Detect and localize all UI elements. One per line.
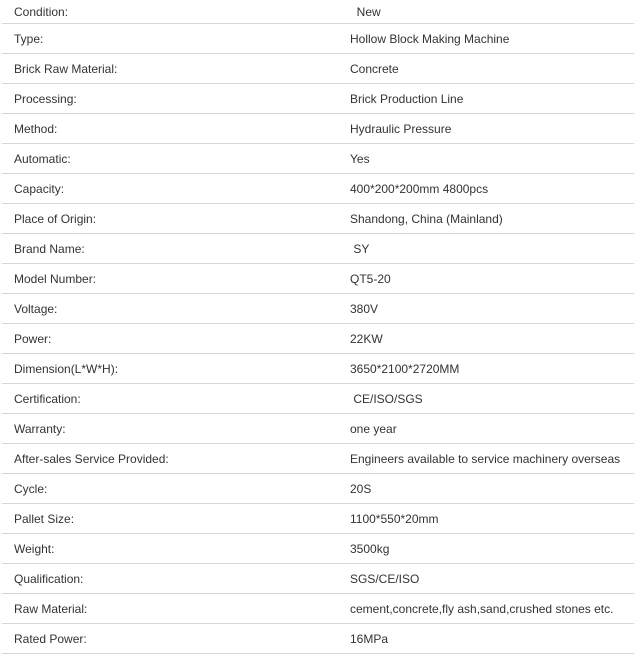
spec-row-certification bbox=[2, 384, 634, 414]
spec-value: 400*200*200mm 4800pcs bbox=[350, 181, 489, 196]
spec-row-condition bbox=[2, 0, 634, 24]
spec-key: Condition: bbox=[14, 4, 69, 19]
spec-value: 380V bbox=[350, 301, 379, 316]
spec-key: Processing: bbox=[14, 91, 77, 106]
spec-row-model-number bbox=[2, 264, 634, 294]
spec-key: Brick Raw Material: bbox=[14, 61, 118, 76]
spec-value: Shandong, China (Mainland) bbox=[350, 211, 503, 226]
spec-row-type bbox=[2, 24, 634, 54]
spec-value: QT5-20 bbox=[350, 271, 391, 286]
spec-value: Concrete bbox=[350, 61, 399, 76]
spec-row-brick-raw-material bbox=[2, 54, 634, 84]
spec-key: Dimension(L*W*H): bbox=[14, 361, 119, 376]
spec-key: Voltage: bbox=[14, 301, 58, 316]
spec-row-rated-power bbox=[2, 624, 634, 654]
spec-row-after-sales-service bbox=[2, 444, 634, 474]
spec-value: 1100*550*20mm bbox=[350, 511, 439, 526]
spec-key: Power: bbox=[14, 331, 52, 346]
spec-table bbox=[2, 0, 634, 654]
spec-key: Rated Power: bbox=[14, 631, 87, 646]
spec-row-pallet-size bbox=[2, 504, 634, 534]
spec-row-voltage bbox=[2, 294, 634, 324]
spec-key: Method: bbox=[14, 121, 58, 136]
spec-key: Cycle: bbox=[14, 481, 48, 496]
spec-value: 3650*2100*2720MM bbox=[350, 361, 460, 376]
spec-value: Brick Production Line bbox=[350, 91, 464, 106]
spec-key: Type: bbox=[14, 31, 44, 46]
spec-value: CE/ISO/SGS bbox=[350, 391, 423, 406]
spec-row-capacity bbox=[2, 174, 634, 204]
spec-value: SGS/CE/ISO bbox=[350, 571, 420, 586]
spec-key: Automatic: bbox=[14, 151, 71, 166]
spec-key: Pallet Size: bbox=[14, 511, 75, 526]
spec-key: Weight: bbox=[14, 541, 55, 556]
spec-value: Engineers available to service machinery overseas bbox=[350, 451, 621, 466]
spec-row-warranty bbox=[2, 414, 634, 444]
spec-key: After-sales Service Provided: bbox=[14, 451, 169, 466]
spec-value: SY bbox=[350, 241, 370, 256]
spec-value: 22KW bbox=[350, 331, 383, 346]
spec-key: Model Number: bbox=[14, 271, 97, 286]
spec-row-qualification bbox=[2, 564, 634, 594]
spec-key: Certification: bbox=[14, 391, 81, 406]
spec-value: 16MPa bbox=[350, 631, 389, 646]
spec-row-dimension bbox=[2, 354, 634, 384]
spec-value: cement,concrete,fly ash,sand,crushed stones etc. bbox=[350, 601, 614, 616]
spec-row-cycle bbox=[2, 474, 634, 504]
spec-key: Brand Name: bbox=[14, 241, 85, 256]
spec-row-place-of-origin bbox=[2, 204, 634, 234]
spec-row-method bbox=[2, 114, 634, 144]
spec-key: Raw Material: bbox=[14, 601, 88, 616]
spec-key: Qualification: bbox=[14, 571, 84, 586]
spec-value: Hollow Block Making Machine bbox=[350, 31, 510, 46]
spec-key: Warranty: bbox=[14, 421, 66, 436]
spec-value: 20S bbox=[350, 481, 372, 496]
spec-value: 3500kg bbox=[350, 541, 390, 556]
spec-row-brand-name bbox=[2, 234, 634, 264]
spec-row-weight bbox=[2, 534, 634, 564]
spec-row-raw-material bbox=[2, 594, 634, 624]
spec-row-processing bbox=[2, 84, 634, 114]
spec-key: Place of Origin: bbox=[14, 211, 97, 226]
spec-value: Yes bbox=[350, 151, 370, 166]
spec-row-power bbox=[2, 324, 634, 354]
spec-key: Capacity: bbox=[14, 181, 65, 196]
spec-row-automatic bbox=[2, 144, 634, 174]
spec-value: one year bbox=[350, 421, 397, 436]
spec-value: Hydraulic Pressure bbox=[350, 121, 452, 136]
spec-value: New bbox=[350, 4, 381, 19]
